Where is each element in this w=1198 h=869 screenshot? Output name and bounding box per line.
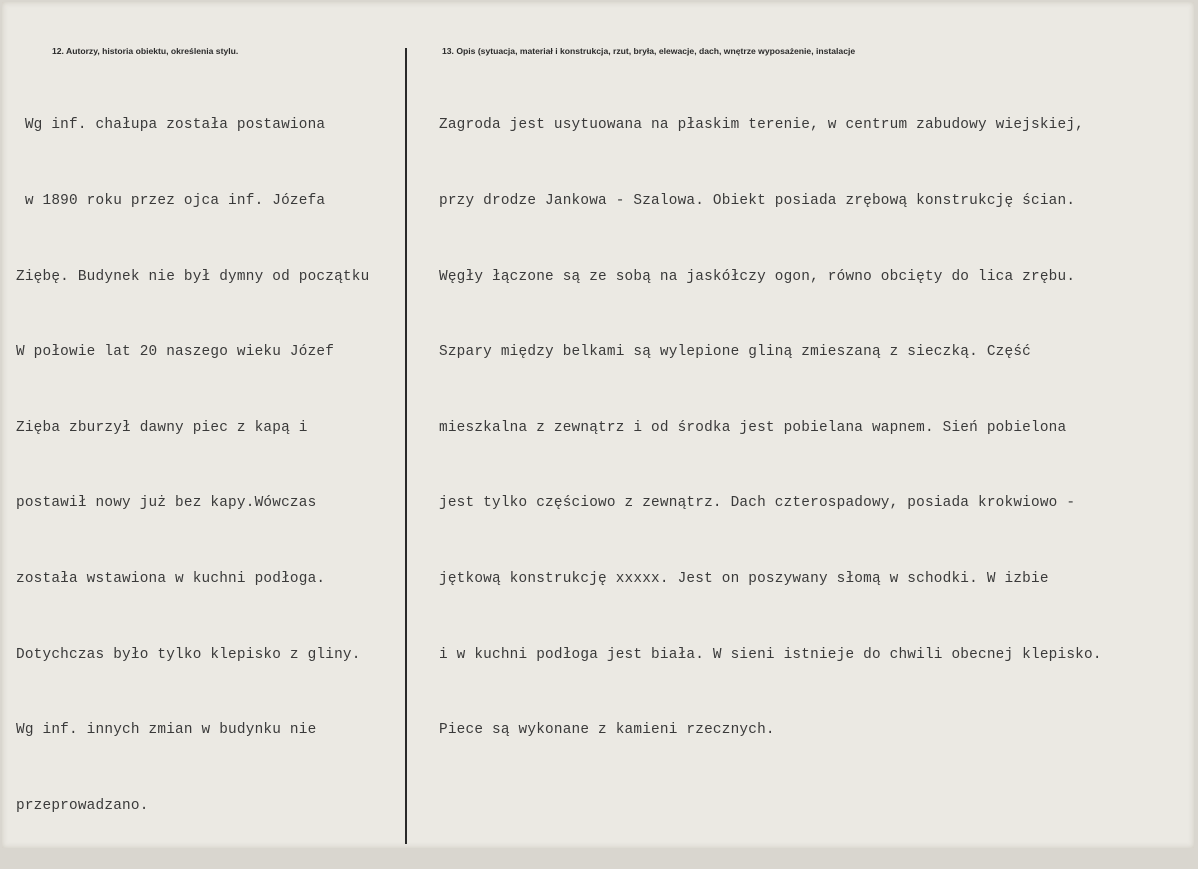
text-line: przy drodze Jankowa - Szalowa. Obiekt posiada zrębową konstrukcję ścian. (439, 193, 1076, 209)
text-line: Wg inf. chałupa została postawiona (16, 117, 326, 134)
section-12-text (16, 63, 369, 869)
section-12-heading: 12. Autorzy, historia obiektu, określenia stylu. (52, 46, 239, 56)
text-line: Dotychczas było tylko klepisko z gliny. (16, 646, 361, 663)
section-13-text (439, 63, 1102, 794)
text-line: jest tylko częściowo z zewnątrz. Dach czterospadowy, posiada krokwiowo - (439, 495, 1076, 512)
text-line: W połowie lat 20 naszego wieku Józef (16, 344, 335, 361)
text-line: Ziębę. Budynek nie był dymny od początku (16, 268, 370, 285)
text-line: Zagroda jest usytuowana na płaskim terenie, w centrum zabudowy wiejskiej, (439, 117, 1085, 134)
text-line: Szpary między belkami są wylepione gliną zmieszaną z sieczką. Część (439, 344, 1031, 361)
text-line: przeprowadzano. (16, 797, 149, 814)
text-line: Wg inf. innych zmian w budynku nie (16, 722, 317, 739)
text-line: postawił nowy już bez kapy.Wówczas (16, 495, 317, 512)
text-line: Zięba zburzył dawny piec z kapą i (16, 419, 308, 436)
text-line: Piece są wykonane z kamieni rzecznych. (439, 722, 775, 739)
text-line: została wstawiona w kuchni podłoga. (16, 570, 326, 587)
text-line: Węgły łączone są ze sobą na jaskółczy ogon, równo obcięty do lica zrębu. (439, 268, 1076, 285)
text-line: mieszkalna z zewnątrz i od środka jest pobielana wapnem. Sień pobielona (439, 419, 1067, 436)
form-sheet (2, 2, 1194, 848)
text-line: i w kuchni podłoga jest biała. W sieni istnieje do chwili obecnej klepisko. (439, 646, 1102, 663)
section-13-heading: 13. Opis (sytuacja, materiał i konstrukcja, rzut, bryła, elewacje, dach, wnętrze wyposażenie, instalacje (442, 46, 856, 56)
column-divider (405, 48, 407, 844)
text-line: w 1890 roku przez ojca inf. Józefa (16, 193, 326, 209)
text-line: jętkową konstrukcję xxxxx. Jest on poszywany słomą w schodki. W izbie (439, 570, 1049, 587)
